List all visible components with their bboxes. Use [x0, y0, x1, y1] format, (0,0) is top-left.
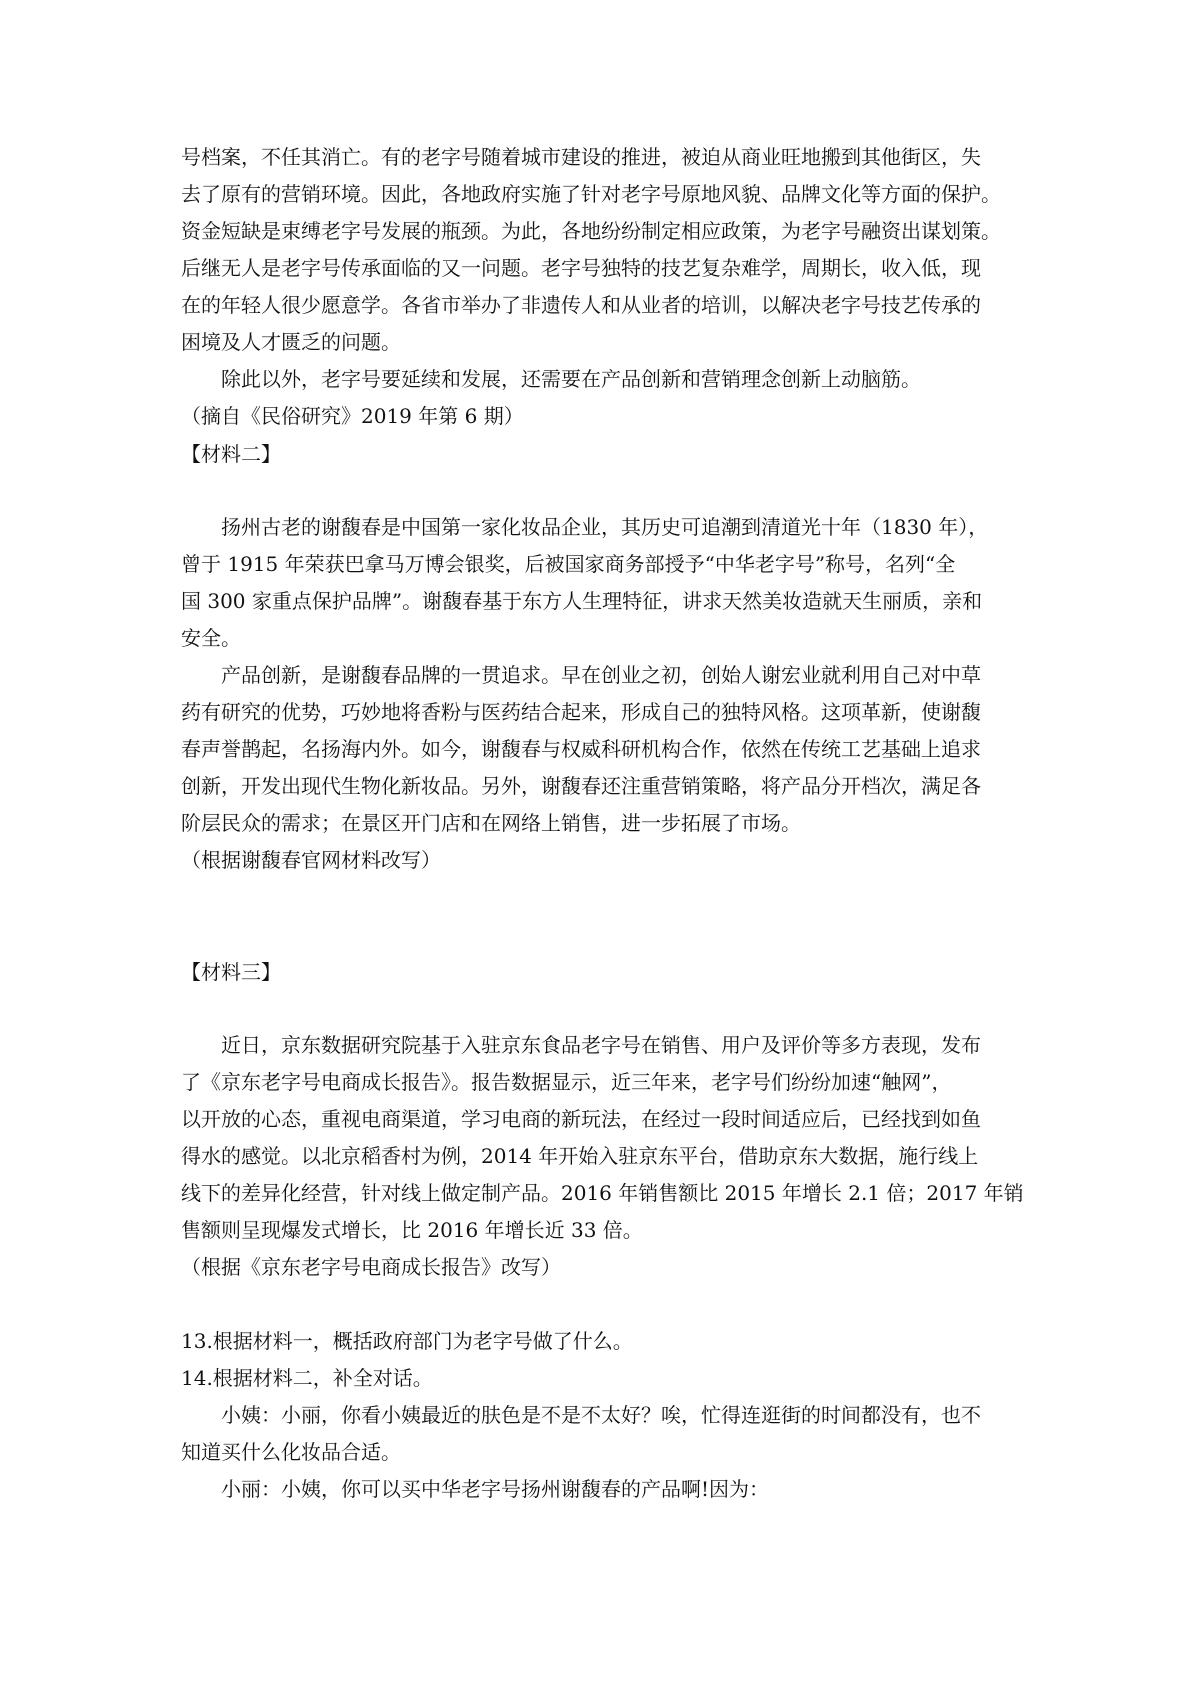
material2-source: （根据谢馥春官网材料改写） [181, 848, 441, 872]
text-line: 国 300 家重点保护品牌”。谢馥春基于东方人生理特征，讲求天然美妆造就天生丽质，亲和 [181, 589, 983, 613]
material2-heading: 【材料二】 [181, 442, 281, 466]
text-line: 以开放的心态，重视电商渠道，学习电商的新玩法，在经过一段时间适应后，已经找到如鱼 [181, 1107, 981, 1131]
material1-paragraph [181, 139, 1021, 435]
text-line: 在的年轻人很少愿意学。各省市举办了非遗传人和从业者的培训，以解决老字号技艺传承的 [181, 293, 981, 317]
material1-closing: 除此以外，老字号要延续和发展，还需要在产品创新和营销理念创新上动脑筋。 [221, 367, 921, 391]
text-line: 近日，京东数据研究院基于入驻京东食品老字号在销售、用户及评价等多方表现，发布 [221, 1033, 981, 1057]
question-14: 14.根据材料二，补全对话。 [181, 1366, 433, 1390]
material3-paragraph [181, 1027, 1024, 1286]
text-line: 创新，开发出现代生物化新妆品。另外，谢馥春还注重营销策略，将产品分开档次，满足各 [181, 774, 981, 798]
material2-paragraph-2 [181, 657, 1021, 879]
text-line: 安全。 [181, 626, 241, 650]
text-line: 春声誉鹊起，名扬海内外。如今，谢馥春与权威科研机构合作，依然在传统工艺基础上追求 [181, 737, 981, 761]
dialog-line: 小姨：小丽，你看小姨最近的肤色是不是不太好？唉，忙得连逛街的时间都没有，也不 [221, 1403, 981, 1427]
material3-source: （根据《京东老字号电商成长报告》改写） [181, 1255, 561, 1279]
text-line: 阶层民众的需求；在景区开门店和在网络上销售，进一步拓展了市场。 [181, 811, 801, 835]
text-line: 药有研究的优势，巧妙地将香粉与医药结合起来，形成自己的独特风格。这项革新，使谢馥 [181, 700, 981, 724]
text-line: 产品创新，是谢馥春品牌的一贯追求。早在创业之初，创始人谢宏业就利用自己对中草 [221, 663, 981, 687]
text-line: 去了原有的营销环境。因此，各地政府实施了针对老字号原地风貌、品牌文化等方面的保护。 [181, 182, 1001, 206]
dialog-line: 小丽：小姨，你可以买中华老字号扬州谢馥春的产品啊!因为： [221, 1477, 770, 1501]
text-line: 号档案，不任其消亡。有的老字号随着城市建设的推进，被迫从商业旺地搬到其他街区，失 [181, 145, 981, 169]
text-line: 售额则呈现爆发式增长，比 2016 年增长近 33 倍。 [181, 1218, 643, 1242]
text-line: 资金短缺是束缚老字号发展的瓶颈。为此，各地纷纷制定相应政策，为老字号融资出谋划策。 [181, 219, 1001, 243]
text-line: 曾于 1915 年荣获巴拿马万博会银奖，后被国家商务部授予“中华老字号”称号，名列“全 [181, 552, 956, 576]
material1-source: （摘自《民俗研究》2019 年第 6 期） [181, 404, 524, 428]
text-line: 了《京东老字号电商成长报告》。报告数据显示，近三年来，老字号们纷纷加速“触网”， [181, 1070, 952, 1094]
question-13: 13.根据材料一，概括政府部门为老字号做了什么。 [181, 1329, 633, 1353]
dialog-line: 知道买什么化妆品合适。 [181, 1440, 401, 1464]
text-line: 后继无人是老字号传承面临的又一问题。老字号独特的技艺复杂难学，周期长，收入低，现 [181, 256, 981, 280]
text-line: 困境及人才匮乏的问题。 [181, 330, 401, 354]
material3-heading: 【材料三】 [181, 960, 281, 984]
text-line: 得水的感觉。以北京稻香村为例，2014 年开始入驻京东平台，借助京东大数据，施行线上 [181, 1144, 979, 1168]
text-line: 扬州古老的谢馥春是中国第一家化妆品企业，其历史可追潮到清道光十年（1830 年）， [221, 515, 989, 539]
material2-paragraph-1 [181, 509, 1021, 657]
text-line: 线下的差异化经营，针对线上做定制产品。2016 年销售额比 2015 年增长 2.1 倍；2017 年销 [181, 1181, 1024, 1205]
questions-section [181, 1323, 1021, 1508]
